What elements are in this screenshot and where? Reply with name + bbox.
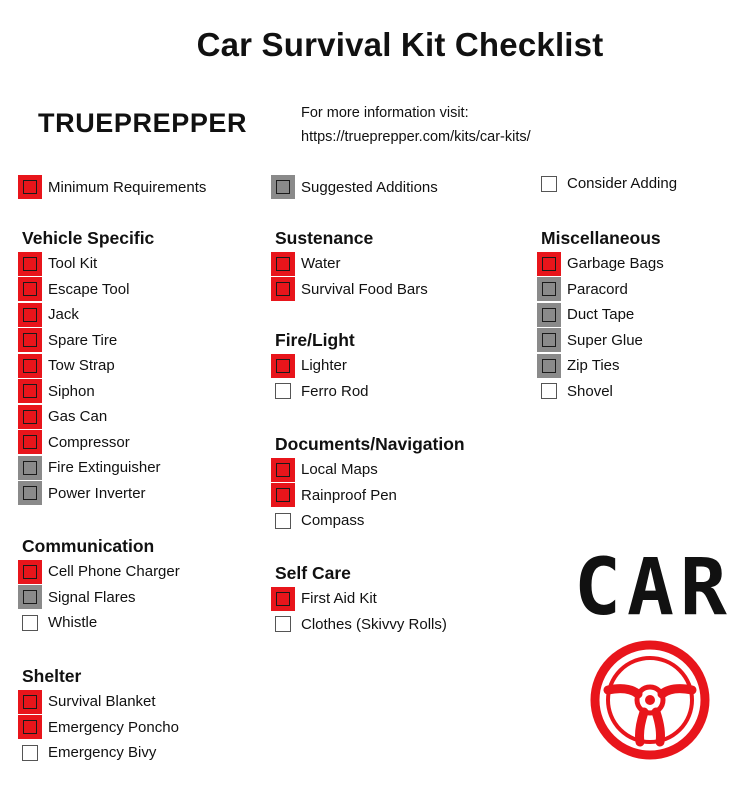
car-logo-text: CAR: [574, 543, 733, 633]
checklist-item[interactable]: [273, 457, 465, 483]
item-label: Survival Food Bars: [301, 280, 428, 298]
consider-checkbox[interactable]: [541, 383, 557, 399]
minimum-checkbox[interactable]: [18, 354, 42, 378]
checklist-item[interactable]: [273, 379, 369, 405]
legend-label: Suggested Additions: [301, 178, 438, 196]
checklist-item[interactable]: [20, 379, 161, 405]
item-label: Fire Extinguisher: [48, 459, 161, 477]
checklist-item[interactable]: [20, 251, 161, 277]
section-documents-navigation: [273, 431, 465, 534]
minimum-checkbox[interactable]: [18, 303, 42, 327]
legend-label: Consider Adding: [567, 175, 678, 192]
checklist-item[interactable]: [20, 610, 180, 636]
checklist-item[interactable]: [273, 251, 428, 277]
checklist-item[interactable]: [20, 328, 161, 354]
checklist-item[interactable]: [273, 612, 447, 638]
minimum-checkbox[interactable]: [18, 715, 42, 739]
minimum-checkbox[interactable]: [18, 430, 42, 454]
section-heading: Communication: [22, 536, 155, 556]
suggested-checkbox[interactable]: [18, 585, 42, 609]
item-label: Emergency Bivy: [48, 744, 157, 762]
consider-checkbox[interactable]: [275, 616, 291, 632]
section-heading: Vehicle Specific: [22, 228, 155, 248]
item-label: Spare Tire: [48, 331, 118, 349]
section-sustenance: [273, 225, 428, 302]
minimum-checkbox[interactable]: [271, 458, 295, 482]
checklist-item[interactable]: [20, 404, 161, 430]
item-label: Shovel: [567, 382, 613, 400]
info-block: [301, 101, 531, 149]
suggested-checkbox[interactable]: [537, 328, 561, 352]
minimum-checkbox[interactable]: [271, 252, 295, 276]
checklist-item[interactable]: [20, 302, 161, 328]
consider-checkbox[interactable]: [275, 383, 291, 399]
checklist-item[interactable]: [20, 430, 161, 456]
minimum-checkbox[interactable]: [18, 690, 42, 714]
item-label: Whistle: [48, 614, 98, 632]
suggested-checkbox[interactable]: [537, 277, 561, 301]
checklist-item[interactable]: [273, 483, 465, 509]
minimum-checkbox-icon: [18, 175, 42, 199]
item-label: Paracord: [567, 280, 628, 298]
item-label: Garbage Bags: [567, 255, 664, 273]
checklist-item[interactable]: [273, 353, 369, 379]
minimum-checkbox[interactable]: [18, 379, 42, 403]
item-label: Escape Tool: [48, 280, 130, 298]
checklist-item[interactable]: [20, 559, 180, 585]
legend-minimum: [20, 175, 206, 199]
minimum-checkbox[interactable]: [271, 354, 295, 378]
minimum-checkbox[interactable]: [18, 328, 42, 352]
item-label: First Aid Kit: [301, 590, 377, 608]
suggested-checkbox[interactable]: [18, 456, 42, 480]
section-heading: Self Care: [275, 563, 351, 583]
minimum-checkbox[interactable]: [18, 252, 42, 276]
checklist-item[interactable]: [20, 277, 161, 303]
checklist-item[interactable]: [539, 251, 664, 277]
item-label: Tow Strap: [48, 357, 115, 375]
checklist-item[interactable]: [20, 585, 180, 611]
item-label: Compressor: [48, 433, 130, 451]
item-label: Local Maps: [301, 461, 378, 479]
legend-suggested: [273, 175, 438, 199]
page-title: Car Survival Kit Checklist: [196, 26, 604, 63]
brand-logo: TRUEPREPPER: [38, 108, 248, 138]
suggested-checkbox[interactable]: [18, 481, 42, 505]
checklist-item[interactable]: [273, 586, 447, 612]
item-label: Zip Ties: [567, 357, 620, 375]
section-heading: Documents/Navigation: [275, 434, 465, 454]
item-label: Siphon: [48, 382, 95, 400]
consider-checkbox[interactable]: [22, 745, 38, 761]
item-label: Super Glue: [567, 331, 643, 349]
section-heading: Sustenance: [275, 228, 374, 248]
consider-checkbox-icon: [541, 176, 557, 192]
checklist-item[interactable]: [539, 302, 664, 328]
section-vehicle-specific: [20, 225, 161, 506]
checklist-item[interactable]: [539, 353, 664, 379]
checklist-item[interactable]: [539, 328, 664, 354]
item-label: Water: [301, 255, 341, 273]
item-label: Jack: [48, 306, 79, 324]
steering-wheel-icon: [588, 638, 712, 762]
item-label: Emergency Poncho: [48, 718, 179, 736]
item-label: Lighter: [301, 357, 347, 375]
checklist-item[interactable]: [273, 508, 465, 534]
checklist-item[interactable]: [273, 277, 428, 303]
item-label: Ferro Rod: [301, 382, 369, 400]
checklist-item[interactable]: [20, 481, 161, 507]
suggested-checkbox[interactable]: [537, 354, 561, 378]
item-label: Duct Tape: [567, 306, 635, 324]
checklist-item[interactable]: [20, 715, 179, 741]
checklist-item[interactable]: [20, 353, 161, 379]
minimum-checkbox[interactable]: [18, 405, 42, 429]
section-miscellaneous: [539, 225, 664, 404]
checklist-item[interactable]: [539, 379, 664, 405]
item-label: Signal Flares: [48, 588, 136, 606]
legend-consider: [539, 175, 677, 192]
info-text: For more information visit:: [301, 105, 469, 121]
item-label: Cell Phone Charger: [48, 563, 180, 581]
checklist-item[interactable]: [20, 455, 161, 481]
minimum-checkbox[interactable]: [18, 560, 42, 584]
consider-checkbox[interactable]: [22, 615, 38, 631]
minimum-checkbox[interactable]: [271, 483, 295, 507]
info-url: https://trueprepper.com/kits/car-kits/: [301, 129, 531, 145]
section-communication: [20, 533, 180, 636]
section-shelter: [20, 663, 179, 766]
section-heading: Shelter: [22, 666, 82, 686]
item-label: Compass: [301, 512, 365, 530]
section-fire-light: [273, 327, 369, 404]
suggested-checkbox[interactable]: [537, 303, 561, 327]
item-label: Survival Blanket: [48, 693, 156, 711]
minimum-checkbox[interactable]: [271, 277, 295, 301]
section-self-care: [273, 560, 447, 637]
item-label: Rainproof Pen: [301, 486, 397, 504]
legend-label: Minimum Requirements: [48, 178, 207, 196]
item-label: Gas Can: [48, 408, 108, 426]
item-label: Clothes (Skivvy Rolls): [301, 615, 447, 633]
item-label: Power Inverter: [48, 484, 146, 502]
item-label: Tool Kit: [48, 255, 98, 273]
minimum-checkbox[interactable]: [271, 587, 295, 611]
checklist-item[interactable]: [20, 689, 179, 715]
suggested-checkbox-icon: [271, 175, 295, 199]
checklist-item[interactable]: [20, 740, 179, 766]
minimum-checkbox[interactable]: [18, 277, 42, 301]
consider-checkbox[interactable]: [275, 513, 291, 529]
section-heading: Miscellaneous: [541, 228, 661, 248]
minimum-checkbox[interactable]: [537, 252, 561, 276]
section-heading: Fire/Light: [275, 330, 355, 350]
checklist-item[interactable]: [539, 277, 664, 303]
